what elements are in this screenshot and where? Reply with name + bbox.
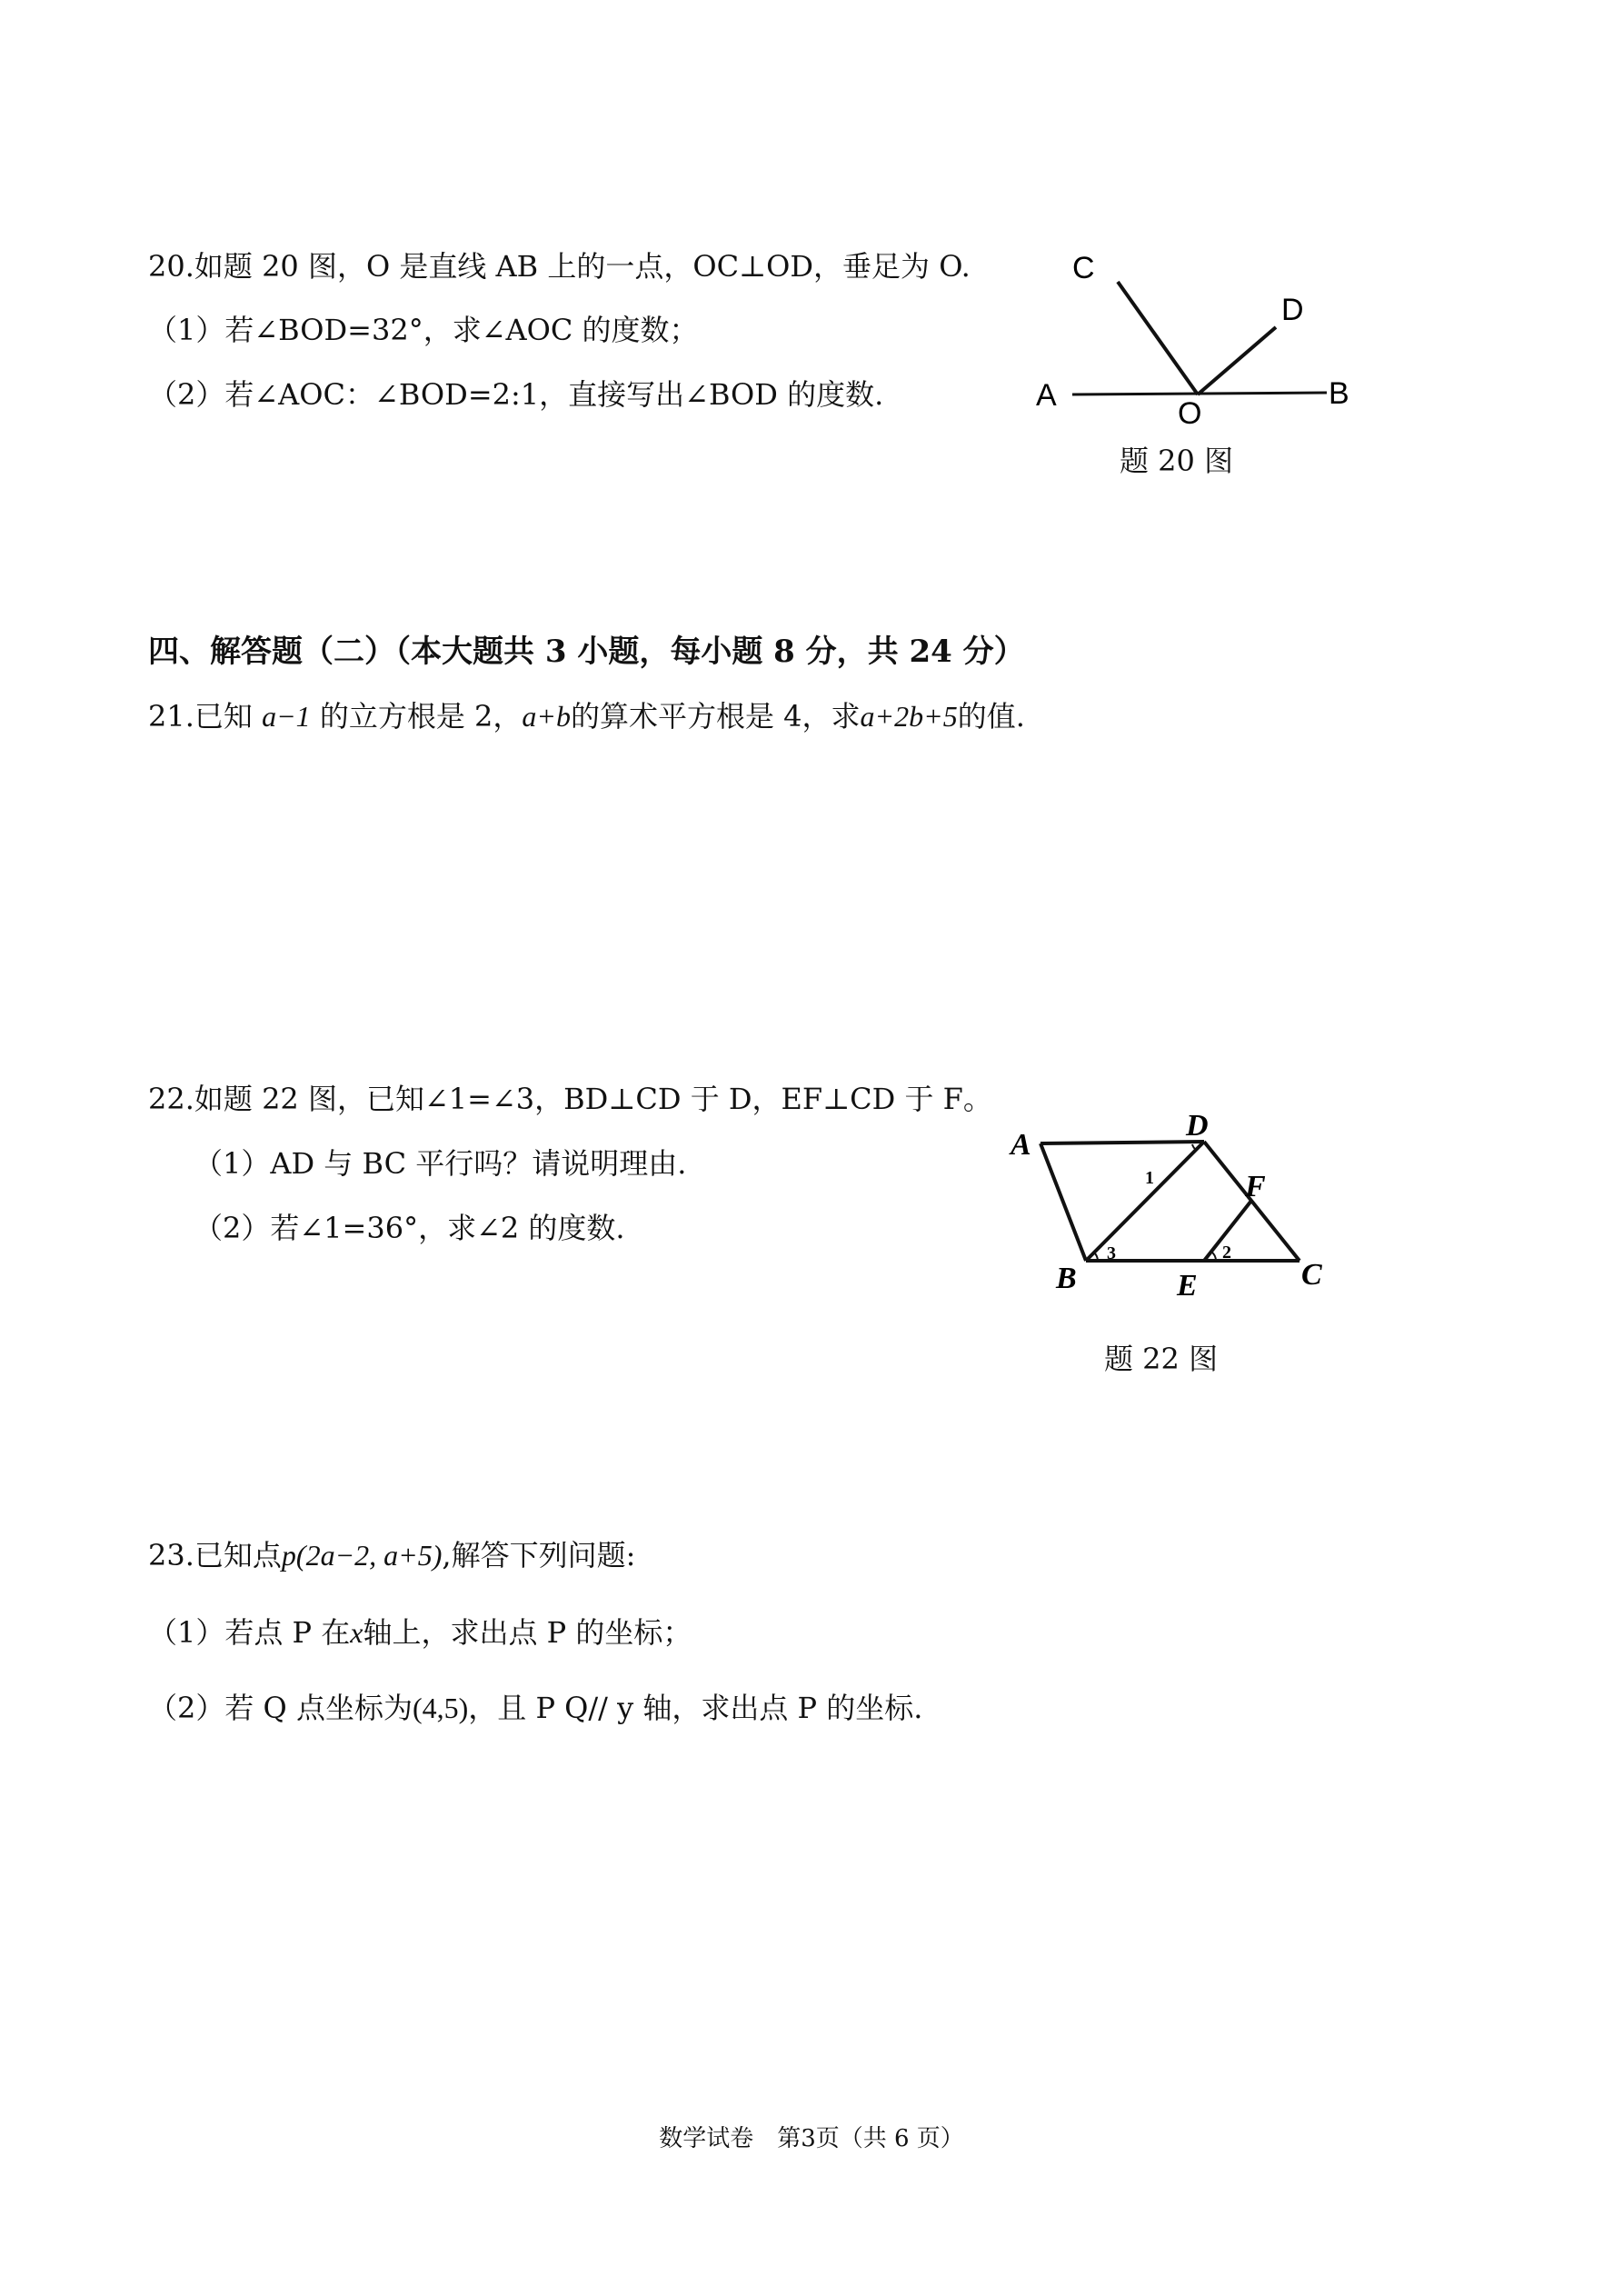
- fig22-label-F: F: [1245, 1170, 1266, 1203]
- q23-math-x: x: [350, 1616, 363, 1649]
- fig20-caption: 题 20 图: [1120, 444, 1234, 478]
- q23-p1b: 轴上，求出点 P 的坐标；: [363, 1615, 692, 1650]
- q22-stem: 22.如题 22 图，已知∠1=∠3，BD⊥CD 于 D，EF⊥CD 于 F。: [148, 1082, 992, 1116]
- q23-post: ,解答下列问题:: [442, 1538, 636, 1572]
- fig22-label-D: D: [1186, 1109, 1209, 1143]
- q21-mid2: 的算术平方根是 4，求: [570, 699, 861, 734]
- fig20-label-B: B: [1329, 376, 1349, 411]
- q22-part1: （1）AD 与 BC 平行吗？请说明理由.: [194, 1146, 687, 1181]
- q23-p2a: （2）若 Q 点坐标为: [148, 1691, 413, 1725]
- fig20-label-C: C: [1072, 251, 1095, 285]
- q20-part2: （2）若∠AOC：∠BOD=2:1，直接写出∠BOD 的度数.: [148, 377, 884, 412]
- q21-math2: a+b: [522, 700, 571, 733]
- q21-text: [148, 699, 1025, 734]
- q21-mid1: 的立方根是 2，: [310, 699, 523, 734]
- figure-20: [1036, 245, 1363, 431]
- q22-part2: （2）若∠1=36°，求∠2 的度数.: [194, 1211, 625, 1245]
- fig22-angle-3: 3: [1107, 1243, 1116, 1263]
- section4-title: 四、解答题（二）（本大题共 3 小题，每小题 8 分，共 24 分）: [148, 634, 1025, 670]
- fig22-label-C: C: [1301, 1258, 1322, 1292]
- q21-math3: a+2b+5: [860, 700, 958, 733]
- q20-stem: 20.如题 20 图，O 是直线 AB 上的一点，OC⊥OD，垂足为 O.: [148, 249, 971, 284]
- q23-part1: [148, 1615, 692, 1650]
- fig20-label-O: O: [1178, 396, 1202, 431]
- q21-math1: a−1: [262, 700, 311, 733]
- fig22-label-E: E: [1177, 1269, 1198, 1303]
- fig22-caption: 题 22 图: [1104, 1342, 1219, 1376]
- fig22-label-B: B: [1056, 1262, 1077, 1295]
- page-footer: 数学试卷 第3页（共 6 页）: [659, 2125, 964, 2152]
- q21-pre: 21.已知: [148, 699, 263, 734]
- figure-22: [1000, 1104, 1345, 1313]
- q23-pre: 23.已知点: [148, 1538, 282, 1572]
- fig22-angle-1: 1: [1145, 1168, 1154, 1188]
- fig22-label-A: A: [1011, 1128, 1031, 1162]
- q23-stem: [148, 1538, 636, 1572]
- q23-math-q: (4,5): [412, 1692, 469, 1724]
- fig20-label-A: A: [1036, 378, 1057, 413]
- q23-part2: [148, 1691, 923, 1725]
- q23-p1a: （1）若点 P 在: [148, 1615, 351, 1650]
- q21-post: 的值.: [957, 699, 1025, 734]
- fig20-label-D: D: [1281, 293, 1304, 327]
- q23-math-point: p(2a−2, a+5): [281, 1539, 443, 1572]
- fig22-angle-2: 2: [1222, 1243, 1231, 1263]
- q23-p2b: ，且 P Q// y 轴，求出点 P 的坐标.: [468, 1691, 923, 1725]
- q20-part1: （1）若∠BOD=32°，求∠AOC 的度数；: [148, 313, 699, 347]
